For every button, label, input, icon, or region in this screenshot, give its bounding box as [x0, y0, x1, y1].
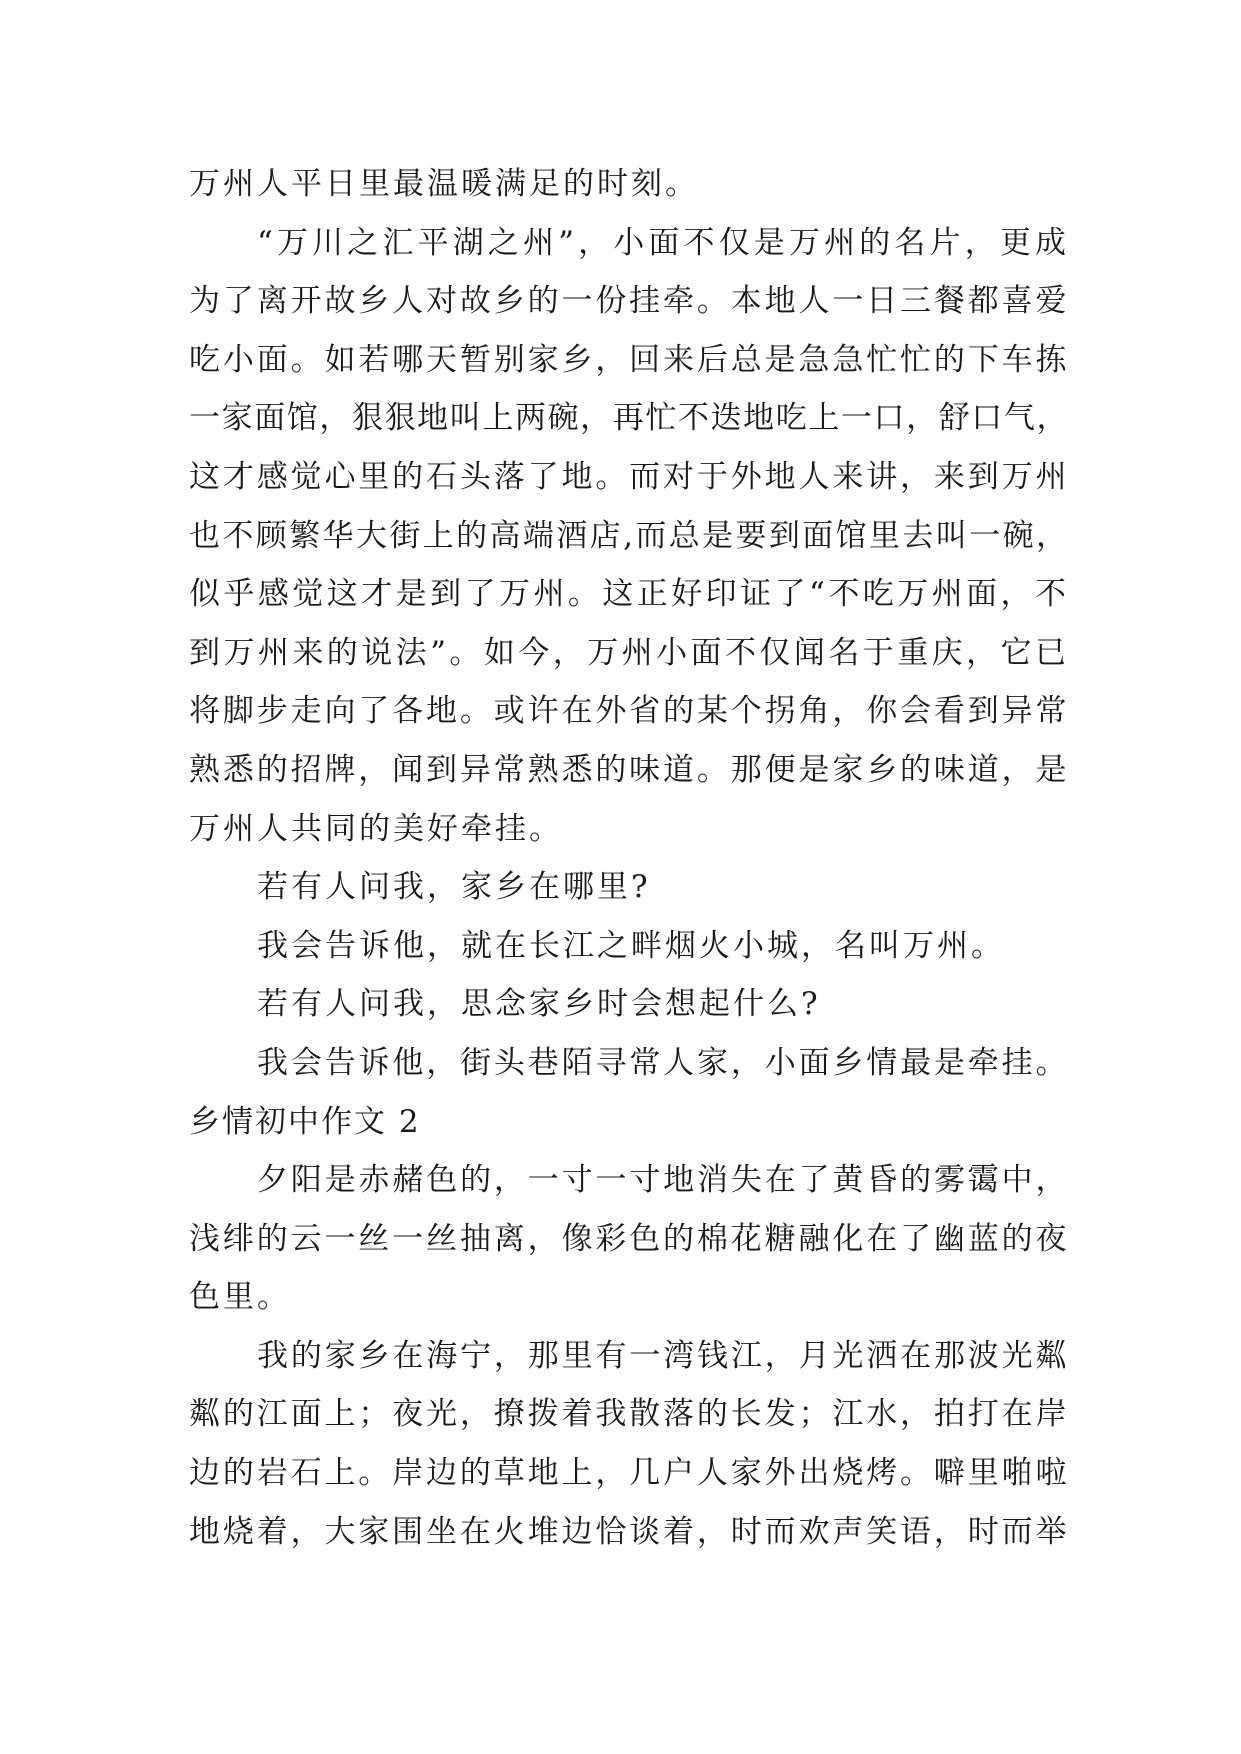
text-line: 将脚步走向了各地。或许在外省的某个拐角，你会看到异常 — [189, 693, 1069, 730]
text-line: 夕阳是赤赭色的，一寸一寸地消失在了黄昏的雾霭中， — [257, 1162, 1069, 1199]
text-line: 粼的江面上；夜光，撩拨着我散落的长发；江水，拍打在岸 — [189, 1396, 1069, 1433]
text-line: 我会告诉他，就在长江之畔烟火小城，名叫万州。 — [257, 927, 1005, 964]
body-text — [189, 155, 1069, 1561]
text-line: 为了离开故乡人对故乡的一份挂牵。本地人一日三餐都喜爱 — [189, 283, 1069, 320]
text-line: 我的家乡在海宁，那里有一湾钱江，月光洒在那波光粼 — [257, 1337, 1069, 1374]
text-line: 边的岩石上。岸边的草地上，几户人家外出烧烤。噼里啪啦 — [189, 1455, 1069, 1492]
section-heading: 乡情初中作文 2 — [189, 1103, 421, 1140]
text-line: 吃小面。如若哪天暂别家乡，回来后总是急急忙忙的下车拣 — [189, 341, 1069, 378]
text-line: 也不顾繁华大街上的高端酒店,而总是要到面馆里去叫一碗， — [189, 517, 1069, 554]
text-line: 熟悉的招牌，闻到异常熟悉的味道。那便是家乡的味道，是 — [189, 751, 1069, 788]
text-line: 色里。 — [189, 1279, 291, 1316]
text-line: 浅绯的云一丝一丝抽离，像彩色的棉花糖融化在了幽蓝的夜 — [189, 1220, 1069, 1257]
text-line: 若有人问我，家乡在哪里? — [257, 869, 651, 906]
text-line: 似乎感觉这才是到了万州。这正好印证了“不吃万州面，不 — [189, 576, 1069, 613]
text-line: 一家面馆，狠狠地叫上两碗，再忙不迭地吃上一口，舒口气， — [189, 400, 1069, 437]
text-line: 到万州来的说法”。如今，万州小面不仅闻名于重庆，它已 — [189, 634, 1069, 671]
text-line: 若有人问我，思念家乡时会想起什么? — [257, 986, 821, 1023]
text-line: “万川之汇平湖之州”，小面不仅是万州的名片，更成 — [257, 224, 1069, 261]
text-line: 万州人平日里最温暖满足的时刻。 — [189, 166, 699, 202]
text-line: 万州人共同的美好牵挂。 — [189, 810, 563, 847]
text-line: 这才感觉心里的石头落了地。而对于外地人来讲，来到万州 — [189, 458, 1069, 495]
text-line: 地烧着，大家围坐在火堆边恰谈着，时而欢声笑语，时而举 — [189, 1513, 1069, 1550]
text-line: 我会告诉他，街头巷陌寻常人家，小面乡情最是牵挂。 — [257, 1044, 1069, 1081]
